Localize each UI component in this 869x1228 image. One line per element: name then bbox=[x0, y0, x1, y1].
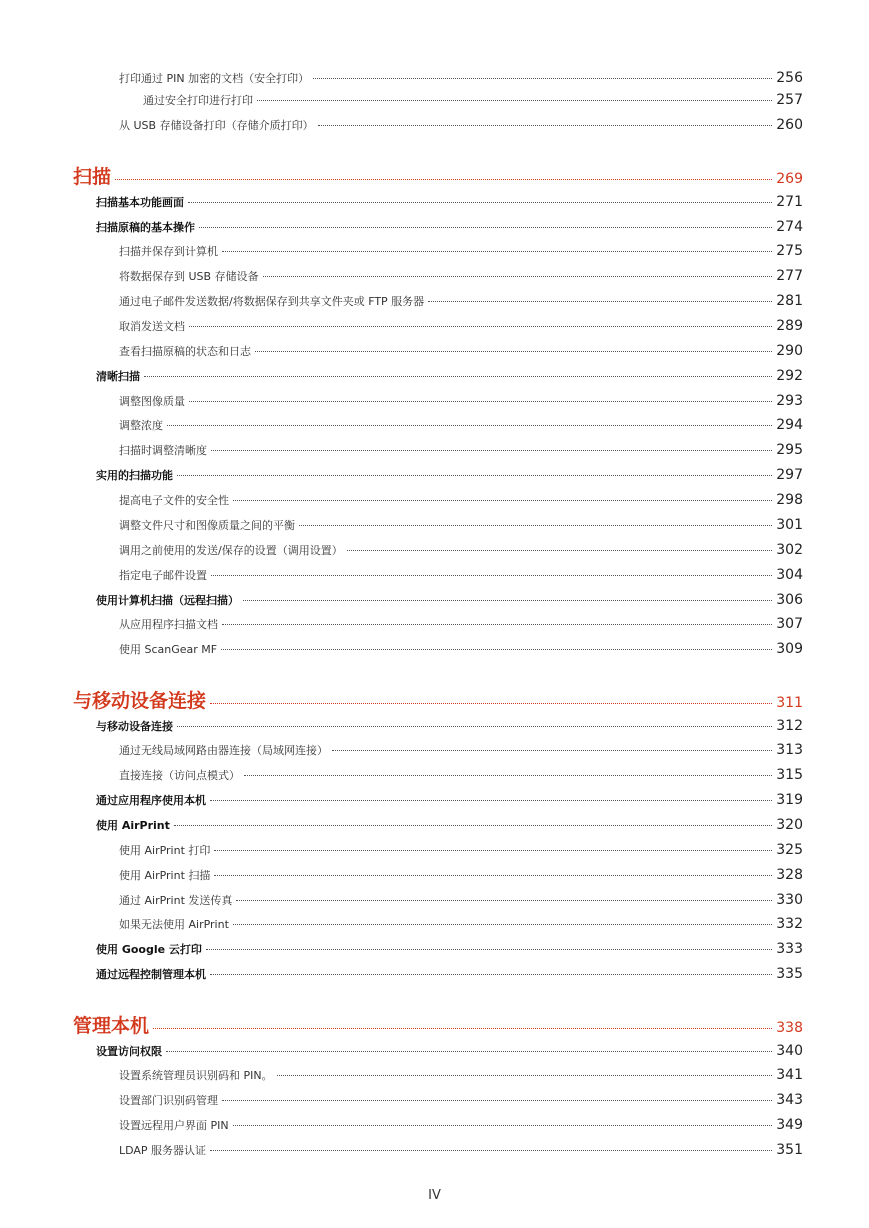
toc-entry-page: 330 bbox=[776, 892, 803, 908]
dot-leader bbox=[188, 202, 772, 203]
toc-entry[interactable] bbox=[96, 1043, 803, 1059]
toc-entry-title: 使用 ScanGear MF bbox=[119, 643, 218, 656]
dot-leader bbox=[214, 850, 772, 851]
dot-leader bbox=[211, 575, 772, 576]
toc-entry[interactable] bbox=[119, 243, 803, 259]
toc-entry-title: 使用 Google 云打印 bbox=[96, 943, 202, 956]
dot-leader bbox=[222, 251, 772, 252]
toc-entry-page: 351 bbox=[776, 1142, 803, 1158]
dot-leader bbox=[177, 726, 772, 727]
toc-entry-page: 257 bbox=[776, 92, 803, 108]
toc-entry-page: 332 bbox=[776, 916, 803, 932]
dot-leader bbox=[144, 376, 772, 377]
toc-entry-title: 通过无线局域网路由器连接（局域网连接） bbox=[119, 744, 328, 757]
toc-entry-title: LDAP 服务器认证 bbox=[119, 1144, 207, 1157]
toc-entry[interactable] bbox=[119, 343, 803, 359]
dot-leader bbox=[255, 351, 772, 352]
dot-leader bbox=[347, 550, 773, 551]
toc-entry-title: 使用 AirPrint bbox=[96, 819, 170, 832]
toc-entry-title: 调用之前使用的发送/保存的设置（调用设置） bbox=[119, 544, 343, 557]
toc-entry-title: 使用 AirPrint 打印 bbox=[119, 844, 211, 857]
toc-entry-title: 通过 AirPrint 发送传真 bbox=[119, 894, 233, 907]
toc-entry-page: 325 bbox=[776, 842, 803, 858]
toc-entry-title: 指定电子邮件设置 bbox=[119, 569, 207, 582]
toc-entry[interactable] bbox=[119, 117, 803, 133]
toc-entry-title: 设置访问权限 bbox=[96, 1045, 162, 1058]
dot-leader bbox=[221, 649, 772, 650]
dot-leader bbox=[210, 800, 772, 801]
toc-entry-page: 275 bbox=[776, 243, 803, 259]
toc-entry[interactable] bbox=[119, 1092, 803, 1108]
toc-entry[interactable] bbox=[96, 194, 803, 210]
toc-entry[interactable] bbox=[143, 92, 803, 108]
toc-entry-page: 309 bbox=[776, 641, 803, 657]
toc-entry-title: 设置远程用户界面 PIN bbox=[119, 1119, 229, 1132]
toc-entry-page: 292 bbox=[776, 368, 803, 384]
dot-leader bbox=[233, 1125, 773, 1126]
toc-entry[interactable] bbox=[96, 817, 803, 833]
dot-leader bbox=[236, 900, 772, 901]
toc-entry-page: 304 bbox=[776, 567, 803, 583]
toc-entry-page: 281 bbox=[776, 293, 803, 309]
dot-leader bbox=[233, 500, 772, 501]
toc-entry-page: 343 bbox=[776, 1092, 803, 1108]
toc-entry[interactable] bbox=[96, 792, 803, 808]
toc-entry-page: 333 bbox=[776, 941, 803, 957]
toc-entry-page: 277 bbox=[776, 268, 803, 284]
toc-entry-title: 打印通过 PIN 加密的文档（安全打印） bbox=[119, 72, 310, 85]
toc-entry-title: 扫描基本功能画面 bbox=[96, 196, 184, 209]
toc-entry-title: 通过应用程序使用本机 bbox=[96, 794, 206, 807]
toc-entry-title: 设置系统管理员识别码和 PIN。 bbox=[119, 1069, 273, 1082]
toc-entry-title: 调整浓度 bbox=[119, 419, 163, 432]
toc-entry-title: 将数据保存到 USB 存储设备 bbox=[119, 270, 259, 283]
toc-entry[interactable] bbox=[119, 892, 803, 908]
dot-leader bbox=[199, 227, 772, 228]
dot-leader bbox=[206, 949, 772, 950]
toc-entry[interactable] bbox=[119, 318, 803, 334]
toc-entry-page: 301 bbox=[776, 517, 803, 533]
toc-entry[interactable] bbox=[96, 368, 803, 384]
dot-leader bbox=[313, 78, 772, 79]
dot-leader bbox=[166, 1051, 772, 1052]
dot-leader bbox=[153, 1028, 772, 1029]
toc-entry[interactable] bbox=[96, 592, 803, 608]
toc-entry-title: 直接连接（访问点模式） bbox=[119, 769, 240, 782]
toc-entry-page: 269 bbox=[776, 171, 803, 187]
dot-leader bbox=[318, 125, 773, 126]
toc-entry[interactable] bbox=[119, 442, 803, 458]
dot-leader bbox=[263, 276, 773, 277]
toc-entry[interactable] bbox=[119, 1117, 803, 1133]
toc-entry[interactable] bbox=[119, 767, 803, 783]
toc-entry-title: 调整图像质量 bbox=[119, 395, 185, 408]
toc-chapter-entry[interactable] bbox=[73, 1011, 803, 1038]
dot-leader bbox=[222, 624, 772, 625]
toc-entry-page: 340 bbox=[776, 1043, 803, 1059]
toc-entry[interactable] bbox=[96, 966, 803, 982]
toc-entry-title: 使用 AirPrint 扫描 bbox=[119, 869, 211, 882]
toc-entry-title: 清晰扫描 bbox=[96, 370, 140, 383]
dot-leader bbox=[167, 425, 772, 426]
toc-entry-title: 如果无法使用 AirPrint bbox=[119, 918, 229, 931]
toc-entry-title: 与移动设备连接 bbox=[73, 690, 207, 712]
toc-entry-page: 256 bbox=[776, 70, 803, 86]
toc-entry-title: 从应用程序扫描文档 bbox=[119, 618, 218, 631]
toc-entry[interactable] bbox=[119, 641, 803, 657]
dot-leader bbox=[332, 750, 772, 751]
dot-leader bbox=[210, 974, 772, 975]
toc-entry-title: 查看扫描原稿的状态和日志 bbox=[119, 345, 251, 358]
toc-chapter-entry[interactable] bbox=[73, 686, 803, 713]
toc-entry[interactable] bbox=[119, 567, 803, 583]
dot-leader bbox=[177, 475, 772, 476]
dot-leader bbox=[428, 301, 772, 302]
toc-entry-page: 335 bbox=[776, 966, 803, 982]
toc-entry-page: 289 bbox=[776, 318, 803, 334]
toc-entry-page: 320 bbox=[776, 817, 803, 833]
toc-entry[interactable] bbox=[119, 916, 803, 932]
dot-leader bbox=[299, 525, 772, 526]
toc-entry[interactable] bbox=[119, 1142, 803, 1158]
toc-entry-title: 扫描时调整清晰度 bbox=[119, 444, 207, 457]
dot-leader bbox=[214, 875, 772, 876]
toc-entry[interactable] bbox=[119, 842, 803, 858]
toc-entry-page: 302 bbox=[776, 542, 803, 558]
toc-entry-page: 306 bbox=[776, 592, 803, 608]
toc-entry-page: 319 bbox=[776, 792, 803, 808]
toc-entry-page: 307 bbox=[776, 616, 803, 632]
toc-entry-page: 341 bbox=[776, 1067, 803, 1083]
toc-entry[interactable] bbox=[119, 1067, 803, 1083]
toc-entry-page: 298 bbox=[776, 492, 803, 508]
dot-leader bbox=[210, 703, 772, 704]
toc-entry[interactable] bbox=[119, 417, 803, 433]
toc-entry-title: 取消发送文档 bbox=[119, 320, 185, 333]
toc-entry[interactable] bbox=[96, 219, 803, 235]
toc-entry-page: 312 bbox=[776, 718, 803, 734]
dot-leader bbox=[189, 401, 772, 402]
toc-entry-page: 271 bbox=[776, 194, 803, 210]
dot-leader bbox=[211, 450, 772, 451]
toc-entry[interactable] bbox=[119, 293, 803, 309]
toc-entry-page: 290 bbox=[776, 343, 803, 359]
dot-leader bbox=[189, 326, 772, 327]
toc-entry-page: 293 bbox=[776, 393, 803, 409]
toc-entry-title: 扫描 bbox=[73, 166, 112, 188]
toc-entry[interactable] bbox=[96, 941, 803, 957]
toc-entry-title: 管理本机 bbox=[73, 1015, 150, 1037]
toc-entry-title: 使用计算机扫描（远程扫描） bbox=[96, 594, 239, 607]
toc-entry-page: 295 bbox=[776, 442, 803, 458]
toc-entry-page: 294 bbox=[776, 417, 803, 433]
toc-entry[interactable] bbox=[119, 542, 803, 558]
toc-entry[interactable] bbox=[119, 268, 803, 284]
toc-entry-title: 通过远程控制管理本机 bbox=[96, 968, 206, 981]
toc-entry-page: 328 bbox=[776, 867, 803, 883]
toc-entry[interactable] bbox=[119, 517, 803, 533]
toc-entry[interactable] bbox=[119, 742, 803, 758]
toc-entry-title: 通过安全打印进行打印 bbox=[143, 94, 253, 107]
toc-entry[interactable] bbox=[119, 616, 803, 632]
toc-chapter-entry[interactable] bbox=[73, 162, 803, 189]
toc-entry-title: 实用的扫描功能 bbox=[96, 469, 173, 482]
toc-entry[interactable] bbox=[119, 70, 803, 86]
toc-entry[interactable] bbox=[96, 718, 803, 734]
dot-leader bbox=[115, 179, 772, 180]
dot-leader bbox=[244, 775, 772, 776]
toc-entry-title: 与移动设备连接 bbox=[96, 720, 173, 733]
toc-entry-title: 扫描原稿的基本操作 bbox=[96, 221, 195, 234]
toc-entry[interactable] bbox=[119, 492, 803, 508]
toc-entry-title: 设置部门识别码管理 bbox=[119, 1094, 218, 1107]
toc-entry[interactable] bbox=[119, 393, 803, 409]
toc-entry-page: 274 bbox=[776, 219, 803, 235]
dot-leader bbox=[233, 924, 772, 925]
dot-leader bbox=[277, 1075, 773, 1076]
toc-entry-title: 提高电子文件的安全性 bbox=[119, 494, 229, 507]
dot-leader bbox=[243, 600, 772, 601]
page-number: IV bbox=[428, 1188, 441, 1203]
toc-entry-page: 338 bbox=[776, 1020, 803, 1036]
toc-entry-page: 315 bbox=[776, 767, 803, 783]
toc-entry-page: 313 bbox=[776, 742, 803, 758]
dot-leader bbox=[222, 1100, 772, 1101]
toc-entry[interactable] bbox=[96, 467, 803, 483]
toc-entry[interactable] bbox=[119, 867, 803, 883]
dot-leader bbox=[257, 100, 772, 101]
toc-entry-title: 调整文件尺寸和图像质量之间的平衡 bbox=[119, 519, 295, 532]
toc-entry-title: 通过电子邮件发送数据/将数据保存到共享文件夹或 FTP 服务器 bbox=[119, 295, 425, 308]
toc-entry-title: 从 USB 存储设备打印（存储介质打印） bbox=[119, 119, 314, 132]
toc-entry-page: 260 bbox=[776, 117, 803, 133]
toc-entry-title: 扫描并保存到计算机 bbox=[119, 245, 218, 258]
toc-entry-page: 311 bbox=[776, 695, 803, 711]
dot-leader bbox=[210, 1150, 772, 1151]
toc-entry-page: 297 bbox=[776, 467, 803, 483]
dot-leader bbox=[174, 825, 772, 826]
toc-entry-page: 349 bbox=[776, 1117, 803, 1133]
